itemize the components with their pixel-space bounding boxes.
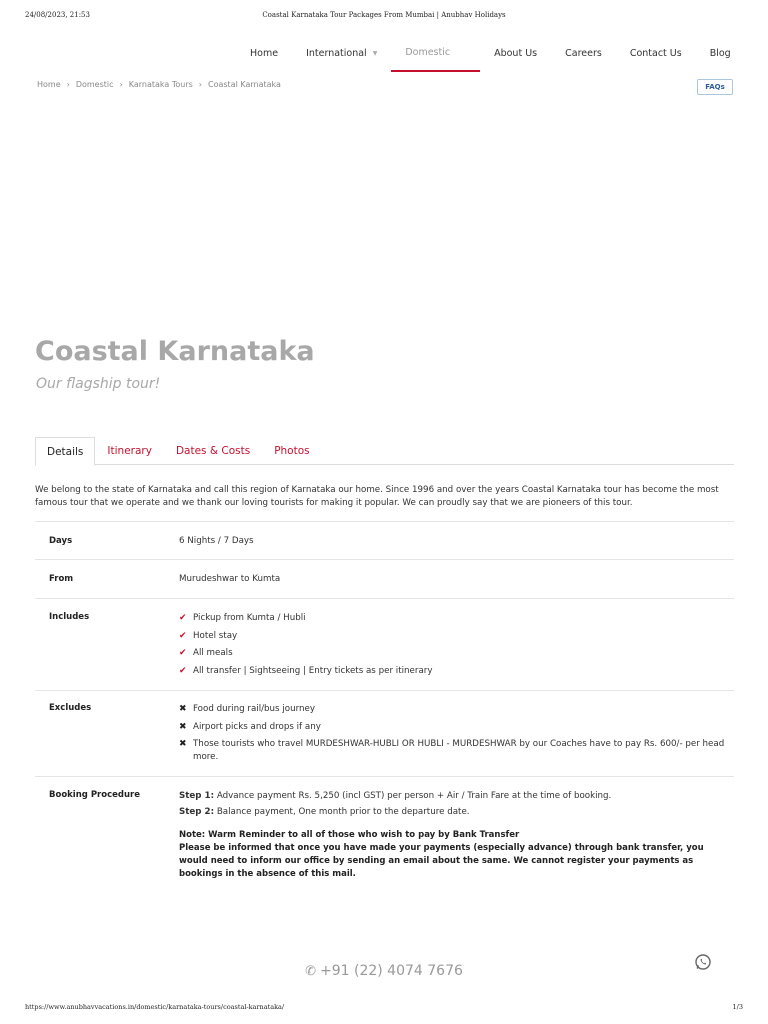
note-body: Please be informed that once you have made your payments (especially advance) through bank transfer, you would need to inform our office by sending an email about the same. We cannot register your payments as bookings in the absence of this mail. <box>179 843 704 879</box>
booking-note <box>179 829 709 881</box>
print-datetime: 24/08/2023, 21:53 <box>25 11 90 19</box>
print-page-number: 1/3 <box>732 1003 743 1011</box>
page-subtitle: Our flagship tour! <box>36 376 161 392</box>
details-row-from <box>35 560 734 599</box>
page-title: Coastal Karnataka <box>35 336 315 367</box>
list-item <box>179 721 734 734</box>
chevron-right-icon: › <box>119 80 123 89</box>
tab-bar <box>35 437 734 465</box>
chevron-down-icon: ▼ <box>372 49 378 57</box>
nav-international-label: International <box>306 47 367 59</box>
breadcrumb-current: Coastal Karnataka <box>208 80 281 89</box>
main-nav <box>236 34 745 72</box>
tab-details[interactable]: Details <box>35 437 95 466</box>
print-header <box>0 11 768 23</box>
booking-content <box>179 777 734 907</box>
nav-blog[interactable] <box>696 34 745 72</box>
nav-international[interactable] <box>292 34 391 72</box>
breadcrumb-domestic[interactable]: Domestic <box>75 80 114 89</box>
nav-about-label: About Us <box>494 47 538 59</box>
details-row-excludes <box>35 691 734 777</box>
tab-dates-costs[interactable]: Dates & Costs <box>175 445 251 457</box>
list-item <box>179 703 734 716</box>
booking-step-1 <box>179 790 734 803</box>
list-item <box>179 612 734 625</box>
days-value: 6 Nights / 7 Days <box>179 536 254 546</box>
list-item <box>179 665 734 678</box>
includes-list <box>179 599 734 690</box>
nav-blog-label: Blog <box>709 47 731 59</box>
nav-contact-us[interactable] <box>616 34 696 72</box>
list-item <box>179 647 734 660</box>
includes-label: Includes <box>49 612 90 622</box>
list-item <box>179 630 734 643</box>
chevron-right-icon: › <box>66 80 70 89</box>
exclude-text: Those tourists who travel MURDESHWAR-HUBLI OR HUBLI - MURDESHWAR by our Coaches have to pay Rs. 600/- per head more. <box>193 739 725 762</box>
include-text: Pickup from Kumta / Hubli <box>193 613 306 623</box>
phone-link[interactable] <box>0 963 768 979</box>
step-1-text: Advance payment Rs. 5,250 (incl GST) per person + Air / Train Fare at the time of booking. <box>216 791 612 801</box>
from-value: Murudeshwar to Kumta <box>179 574 281 584</box>
from-label: From <box>49 574 74 584</box>
include-text: All transfer | Sightseeing | Entry tickets as per itinerary <box>193 665 433 676</box>
cross-icon: ✖ <box>179 739 187 749</box>
nav-about-us[interactable] <box>480 34 551 72</box>
details-row-includes <box>35 599 734 691</box>
nav-contact-label: Contact Us <box>629 47 682 59</box>
exclude-text: Airport picks and drops if any <box>193 721 321 732</box>
check-icon: ✔ <box>179 665 187 676</box>
nav-domestic[interactable] <box>391 34 480 72</box>
check-icon: ✔ <box>179 648 187 658</box>
details-table <box>35 521 734 907</box>
faqs-button[interactable]: FAQs <box>697 79 733 95</box>
nav-domestic-label: Domestic <box>405 46 451 58</box>
nav-home[interactable] <box>236 34 292 72</box>
nav-home-label: Home <box>250 47 279 59</box>
step-2-label: Step 2: <box>179 807 215 817</box>
phone-number: +91 (22) 4074 7676 <box>320 963 463 979</box>
note-title: Note: Warm Reminder to all of those who wish to pay by Bank Transfer <box>179 830 520 840</box>
phone-icon: ✆ <box>305 964 316 979</box>
excludes-list <box>179 691 734 776</box>
print-page-title: Coastal Karnataka Tour Packages From Mumbai | Anubhav Holidays <box>262 11 506 19</box>
intro-text: We belong to the state of Karnataka and call this region of Karnataka our home. Since 1996 and over the years Coastal Karnataka tour has become the most famous tour that we operate and we thank our loving tourists for making it popular. We can proudly say that we are pioneers of this tour. <box>35 485 719 508</box>
check-icon: ✔ <box>179 630 187 641</box>
step-2-text: Balance payment, One month prior to the departure date. <box>216 807 470 817</box>
tab-itinerary[interactable]: Itinerary <box>107 445 152 457</box>
step-1-label: Step 1: <box>179 791 215 801</box>
breadcrumb-home[interactable]: Home <box>37 80 61 89</box>
nav-careers[interactable] <box>551 34 616 72</box>
booking-label: Booking Procedure <box>49 790 140 800</box>
breadcrumb <box>37 80 281 89</box>
print-url: https://www.anubhavvacations.in/domestic/karnataka-tours/coastal-karnataka/ <box>25 1003 285 1011</box>
cross-icon: ✖ <box>179 721 187 732</box>
excludes-label: Excludes <box>49 703 92 713</box>
booking-step-2 <box>179 806 734 819</box>
exclude-text: Food during rail/bus journey <box>193 704 315 714</box>
details-row-days <box>35 522 734 560</box>
chevron-right-icon: › <box>198 80 202 89</box>
details-row-booking <box>35 777 734 907</box>
list-item <box>179 738 734 764</box>
cross-icon: ✖ <box>179 704 187 714</box>
days-label: Days <box>49 536 73 546</box>
tab-photos[interactable]: Photos <box>274 445 310 457</box>
include-text: Hotel stay <box>193 630 238 641</box>
breadcrumb-karnataka-tours[interactable]: Karnataka Tours <box>128 80 193 89</box>
whatsapp-icon[interactable] <box>694 953 712 971</box>
include-text: All meals <box>193 648 233 658</box>
nav-careers-label: Careers <box>565 47 602 59</box>
check-icon: ✔ <box>179 613 187 623</box>
